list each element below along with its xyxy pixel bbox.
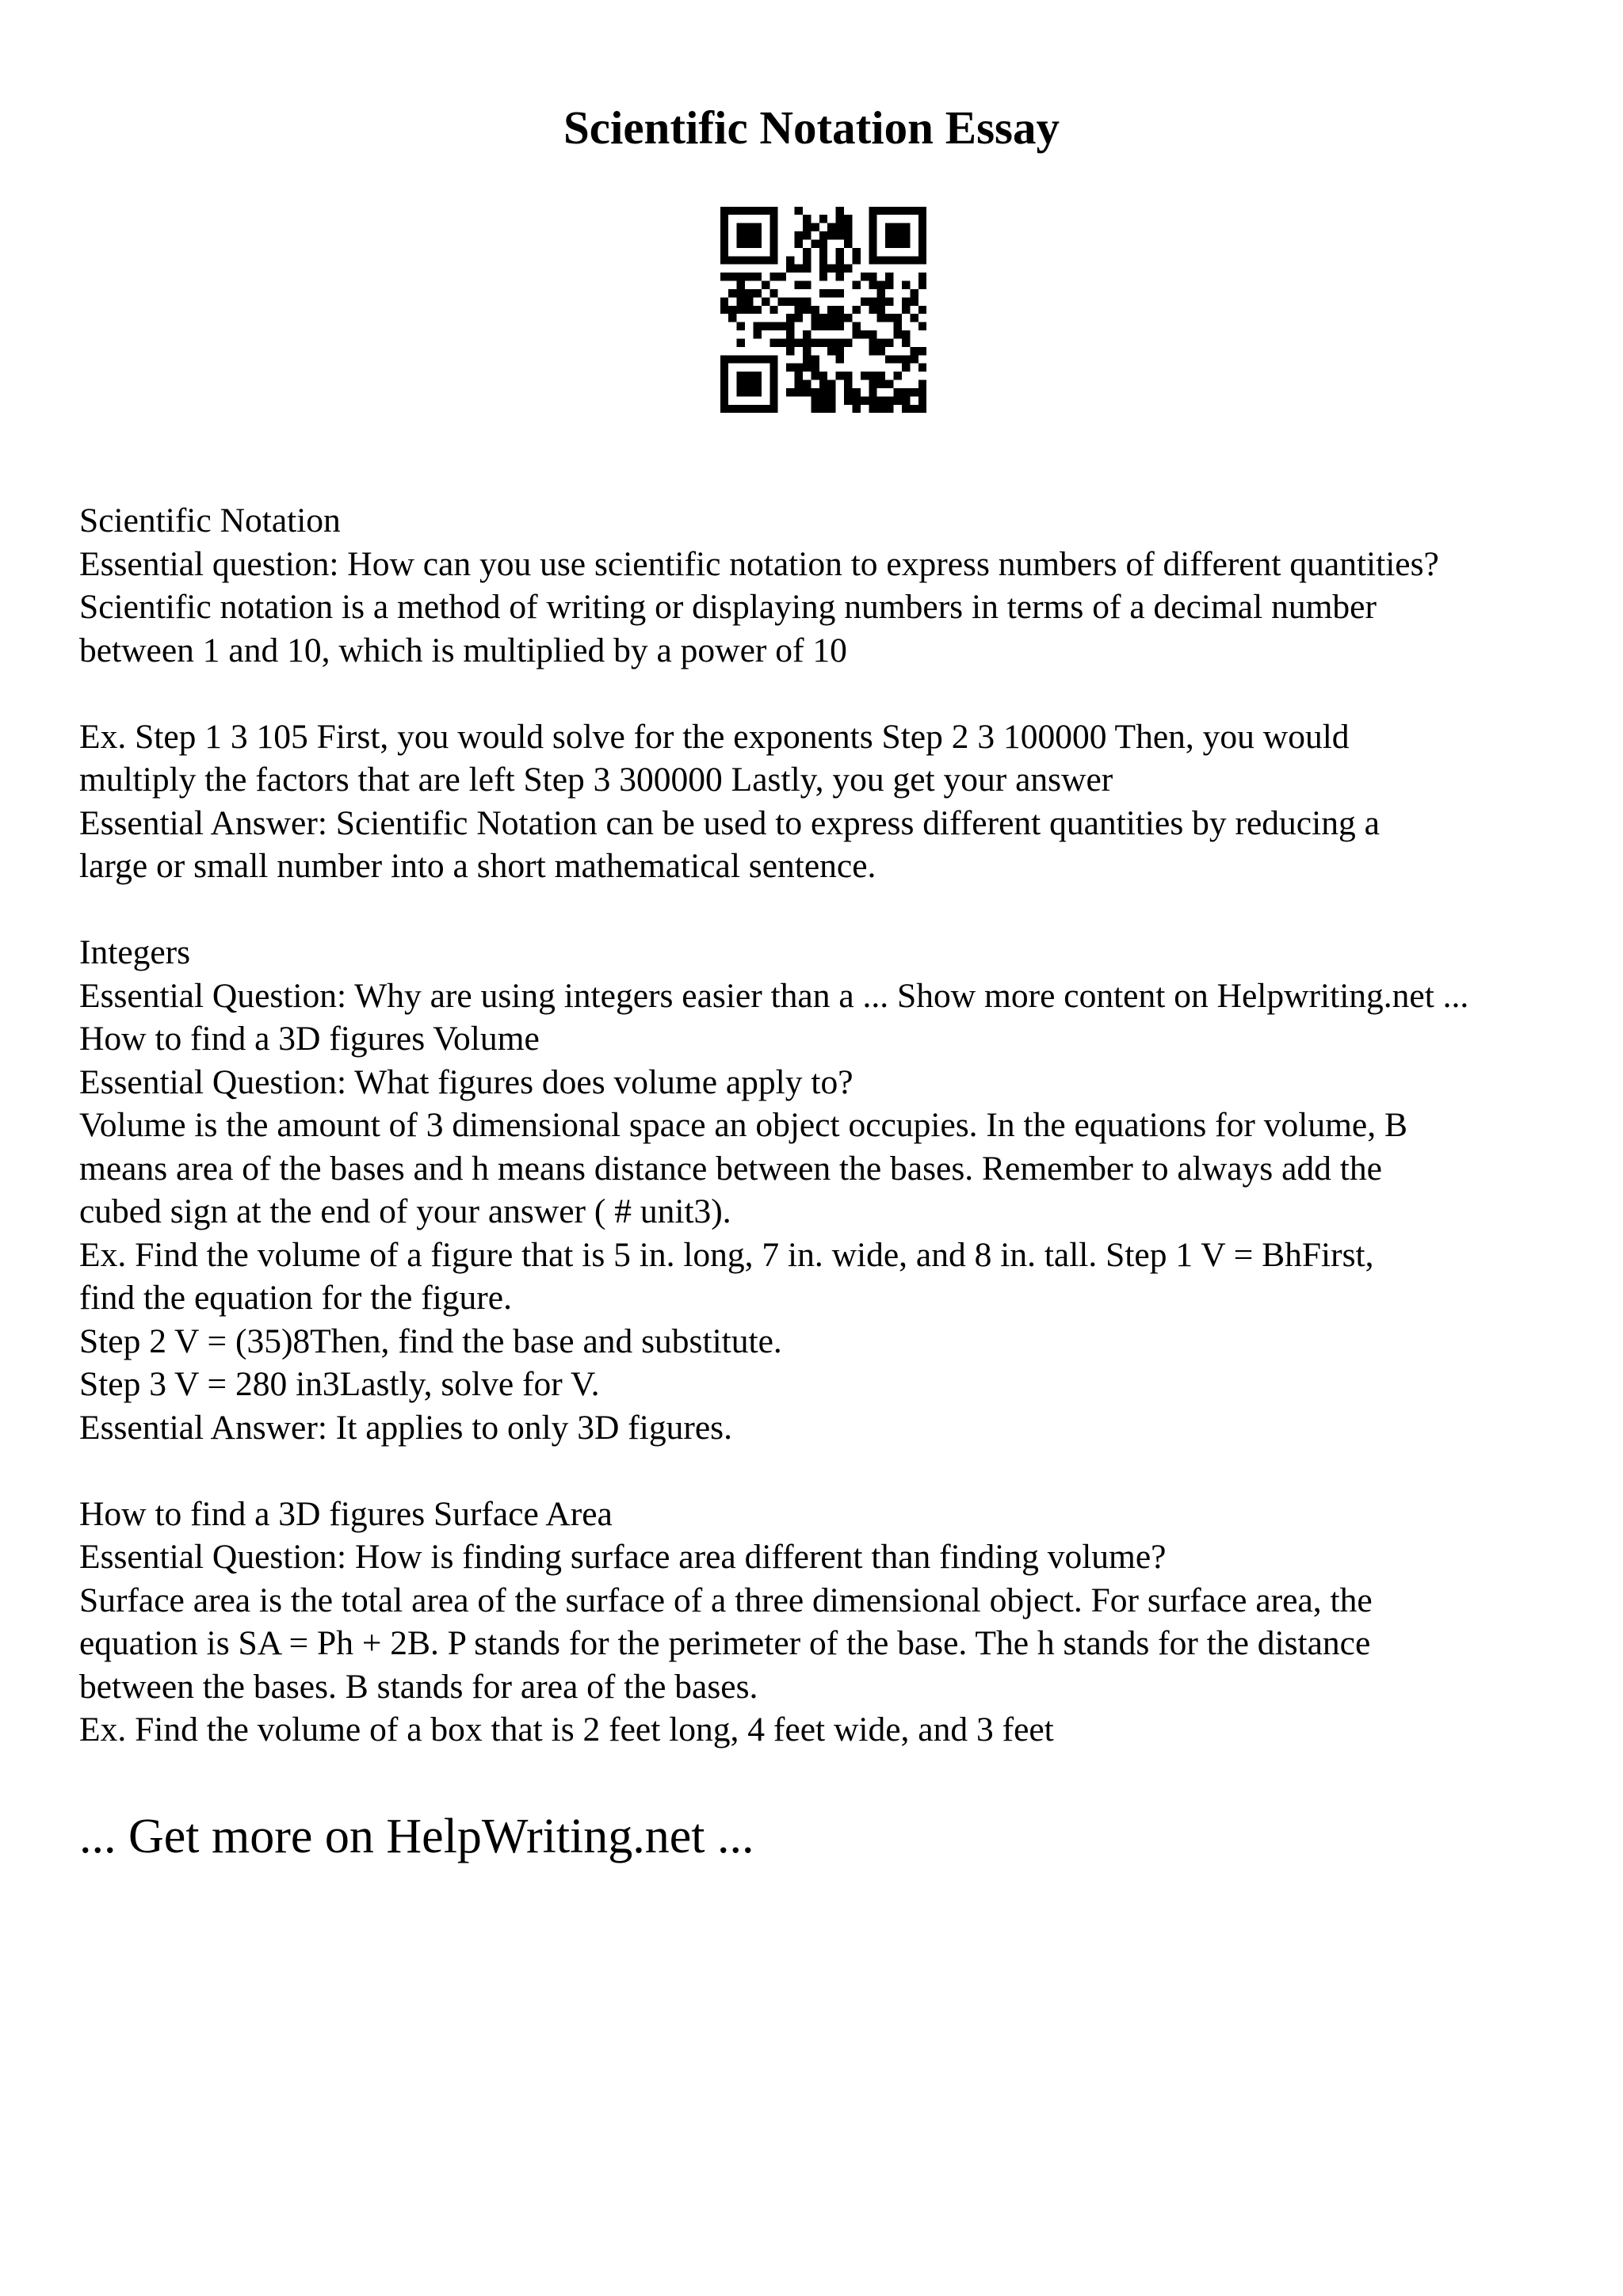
paragraph-spacer <box>79 672 1585 715</box>
section-heading: Integers <box>79 933 191 971</box>
text-line: Scientific notation is a method of writing or displaying numbers in terms of a decimal number <box>79 588 1377 626</box>
section-heading: Scientific Notation <box>79 502 341 540</box>
text-line: Ex. Find the volume of a figure that is 5 in. long, 7 in. wide, and 8 in. tall. Step 1 V = BhFirst, <box>79 1235 1374 1274</box>
paragraph-spacer <box>79 1449 1585 1493</box>
text-line: cubed sign at the end of your answer ( # unit3). <box>79 1192 731 1230</box>
section-heading: How to find a 3D figures Surface Area <box>79 1494 613 1533</box>
text-line: Volume is the amount of 3 dimensional space an object occupies. In the equations for volume, B <box>79 1106 1407 1144</box>
text-line: Essential Question: What figures does volume apply to? <box>79 1062 854 1101</box>
qr-code-image <box>704 190 943 429</box>
text-line: Ex. Find the volume of a box that is 2 feet long, 4 feet wide, and 3 feet <box>79 1711 1054 1749</box>
text-line: means area of the bases and h means distance between the bases. Remember to always add the <box>79 1149 1382 1188</box>
text-line: Essential Question: How is finding surface area different than finding volume? <box>79 1538 1167 1576</box>
text-line: between 1 and 10, which is multiplied by a power of 10 <box>79 631 847 669</box>
footer-link-text[interactable]: ... Get more on HelpWriting.net ... <box>79 1810 754 1863</box>
section-heading: How to find a 3D figures Volume <box>79 1020 540 1058</box>
text-line: Step 2 V = (35)8Then, find the base and substitute. <box>79 1322 782 1360</box>
text-line: Surface area is the total area of the surface of a three dimensional object. For surface area, the <box>79 1581 1373 1619</box>
text-line: equation is SA = Ph + 2B. P stands for the perimeter of the base. The h stands for the distance <box>79 1624 1371 1662</box>
text-line: multiply the factors that are left Step 3 300000 Lastly, you get your answer <box>79 761 1113 799</box>
document-title: Scientific Notation Essay <box>563 101 1060 154</box>
text-line: find the equation for the figure. <box>79 1279 512 1317</box>
text-line: large or small number into a short mathematical sentence. <box>79 847 876 885</box>
text-line: Essential Question: Why are using integers easier than a ... Show more content on Helpwriting.net ... <box>79 976 1469 1015</box>
text-line: Step 3 V = 280 in3Lastly, solve for V. <box>79 1365 600 1403</box>
paragraph-surface-area <box>79 1493 1585 1752</box>
paragraph-example <box>79 715 1585 888</box>
paragraph-scientific-notation <box>79 499 1585 672</box>
text-line: Ex. Step 1 3 105 First, you would solve for the exponents Step 2 3 100000 Then, you would <box>79 717 1350 756</box>
text-line: Essential Answer: It applies to only 3D figures. <box>79 1408 732 1447</box>
document-body <box>79 499 1585 1752</box>
paragraph-spacer <box>79 888 1585 932</box>
text-line: between the bases. B stands for area of the bases. <box>79 1667 758 1706</box>
paragraph-integers-volume <box>79 931 1585 1449</box>
text-line: Essential question: How can you use scientific notation to express numbers of different quantities? <box>79 544 1439 583</box>
text-line: Essential Answer: Scientific Notation can be used to express different quantities by reducing a <box>79 803 1380 842</box>
